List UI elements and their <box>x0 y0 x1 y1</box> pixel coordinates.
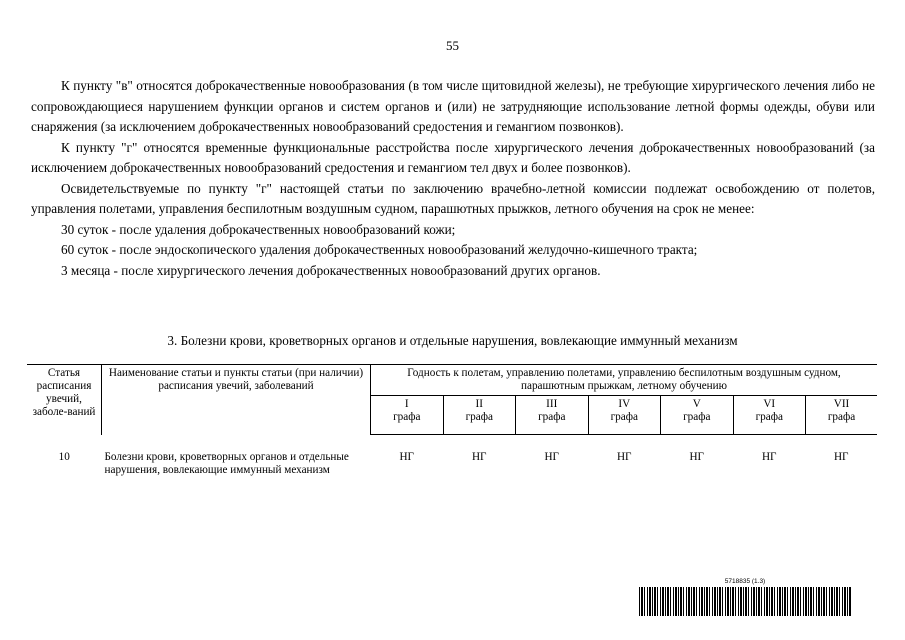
row-value: НГ <box>544 451 560 463</box>
column-numeral: V <box>692 398 701 410</box>
barcode-bars <box>639 587 851 616</box>
table-header-row <box>27 365 877 396</box>
table-row <box>27 435 877 477</box>
term-item: 3 месяца - после хирургического лечения доброкачественных новообразований других органов. <box>61 262 601 278</box>
barcode-text: 5718835 (1.3) <box>724 578 766 585</box>
column-header <box>371 396 444 435</box>
column-header <box>516 396 589 435</box>
document-barcode <box>639 578 851 618</box>
row-value: НГ <box>616 451 632 463</box>
column-header <box>661 396 734 435</box>
column-numeral: VI <box>763 398 776 410</box>
column-header <box>443 396 516 435</box>
column-label: графа <box>610 411 638 423</box>
row-value: НГ <box>761 451 777 463</box>
column-numeral: IV <box>618 398 631 410</box>
row-name: Болезни крови, кроветворных органов и отдельные нарушения, вовлекающие иммунный механизм <box>104 450 349 476</box>
row-article: 10 <box>58 450 70 463</box>
column-numeral: I <box>404 398 409 410</box>
row-value: НГ <box>471 451 487 463</box>
column-label: графа <box>755 411 783 423</box>
column-numeral: II <box>475 398 483 410</box>
header-fitness: Годность к полетам, управлению полетами, управлению беспилотным воздушным судном, парашютным прыжкам, летному обучению <box>371 365 878 396</box>
column-label: графа <box>538 411 566 423</box>
paragraph-point-v: К пункту "в" относятся доброкачественные новообразования (в том числе щитовидной железы), не требующие хирургического лечения либо не сопровождающиеся нарушением функции органов и систем органов и (или) не затрудняющие использование летной формы одежды, обуви или снаряжения (за исключением доброкачественных новообразований средостения и гемангиом позвонков). <box>31 78 875 134</box>
column-label: графа <box>683 411 711 423</box>
column-label: графа <box>827 411 856 423</box>
term-item: 30 суток - после удаления доброкачественных новообразований кожи; <box>61 221 456 237</box>
term-item: 60 суток - после эндоскопического удаления доброкачественных новообразований желудочно-кишечного тракта; <box>61 242 698 257</box>
column-header <box>588 396 661 435</box>
column-header <box>806 396 878 435</box>
paragraph-exemption: Освидетельствуемые по пункту "г" настоящей статьи по заключению врачебно-летной комиссии подлежат освобождению от полетов, управления полетами, управления беспилотным воздушным судном, парашютных прыжков, летного обучения на срок не менее: <box>31 180 875 216</box>
header-name: Наименование статьи и пункты статьи (при наличии) расписания увечий, заболеваний <box>102 365 371 435</box>
disease-schedule-table <box>27 364 877 477</box>
column-numeral: III <box>546 398 558 410</box>
row-value: НГ <box>833 451 849 463</box>
column-header <box>733 396 806 435</box>
column-label: графа <box>393 411 421 423</box>
body-text <box>31 76 875 281</box>
row-value: НГ <box>689 451 705 463</box>
column-numeral: VII <box>833 398 850 410</box>
page-number: 55 <box>446 38 459 53</box>
column-label: графа <box>465 411 493 423</box>
section-title: 3. Болезни крови, кроветворных органов и отдельные нарушения, вовлекающие иммунный механизм <box>167 333 738 348</box>
row-value: НГ <box>399 451 415 463</box>
header-article: Статья расписания увечий, заболе-ваний <box>27 365 102 435</box>
paragraph-point-g: К пункту "г" относятся временные функциональные расстройства после хирургического лечения доброкачественных новообразований (за исключением доброкачественных новообразований средостения и гемангиом тел двух и более позвонков). <box>31 139 875 175</box>
